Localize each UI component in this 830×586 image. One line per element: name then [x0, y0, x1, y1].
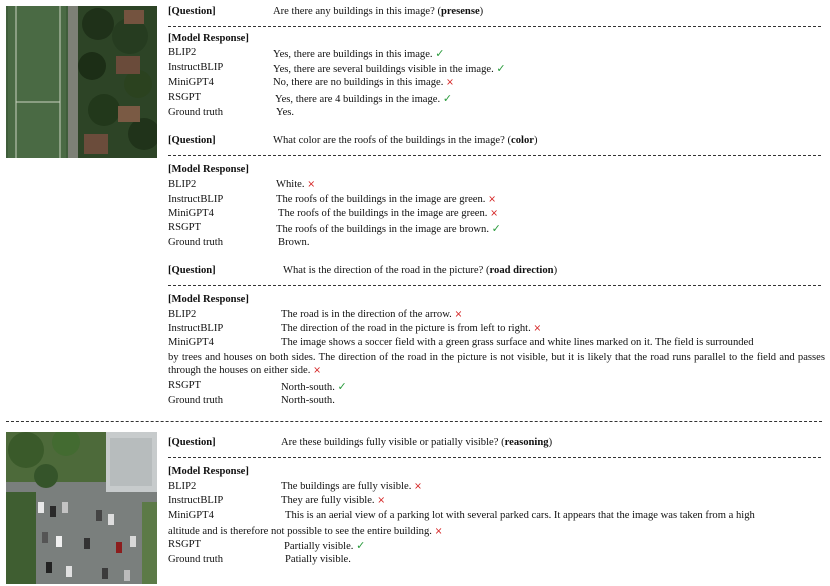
wrong-cross-icon: × [307, 179, 316, 190]
q2-question-text: What color are the roofs of the buildings in the image? (color) [273, 135, 538, 146]
section-divider [6, 421, 822, 422]
aerial-image-soccer-field [6, 6, 157, 158]
wrong-cross-icon: × [434, 526, 443, 537]
wrong-cross-icon: × [454, 309, 463, 320]
q1-question-text: Are there any buildings in this image? (presense) [273, 6, 484, 17]
model-response-label: [Model Response] [168, 33, 249, 44]
aerial-image-parking-lot [6, 432, 157, 584]
wrong-cross-icon: × [488, 194, 497, 205]
correct-check-icon: ✓ [435, 47, 445, 60]
divider [168, 457, 821, 458]
correct-check-icon: ✓ [337, 380, 347, 393]
wrong-cross-icon: × [490, 208, 499, 219]
wrong-cross-icon: × [533, 323, 542, 334]
question-label: [Question] [168, 6, 216, 17]
wrong-cross-icon: × [377, 495, 386, 506]
correct-check-icon: ✓ [356, 539, 366, 552]
divider [168, 285, 821, 286]
divider [168, 26, 821, 27]
q4-question-text: Are these buildings fully visible or patially visible? (reasoning) [281, 437, 553, 448]
q4-response-minigpt4-continued: altitude and is therefore not possible to see the entire building. × [168, 526, 443, 537]
correct-check-icon: ✓ [491, 222, 501, 235]
correct-check-icon: ✓ [442, 92, 453, 105]
wrong-cross-icon: × [446, 77, 454, 88]
q3-response-minigpt4-continued: by trees and houses on both sides. The direction of the road in the picture is not visible, but it is likely that the road runs parallel to the field and passes through the houses on either side. × [168, 352, 825, 376]
model-response-label: [Model Response] [168, 164, 249, 175]
correct-check-icon: ✓ [496, 62, 506, 75]
model-response-label: [Model Response] [168, 466, 249, 477]
model-response-label: [Model Response] [168, 294, 249, 305]
q3-question-text: What is the direction of the road in the picture? (road direction) [283, 265, 558, 276]
wrong-cross-icon: × [414, 481, 422, 492]
divider [168, 155, 821, 156]
wrong-cross-icon: × [313, 365, 322, 376]
